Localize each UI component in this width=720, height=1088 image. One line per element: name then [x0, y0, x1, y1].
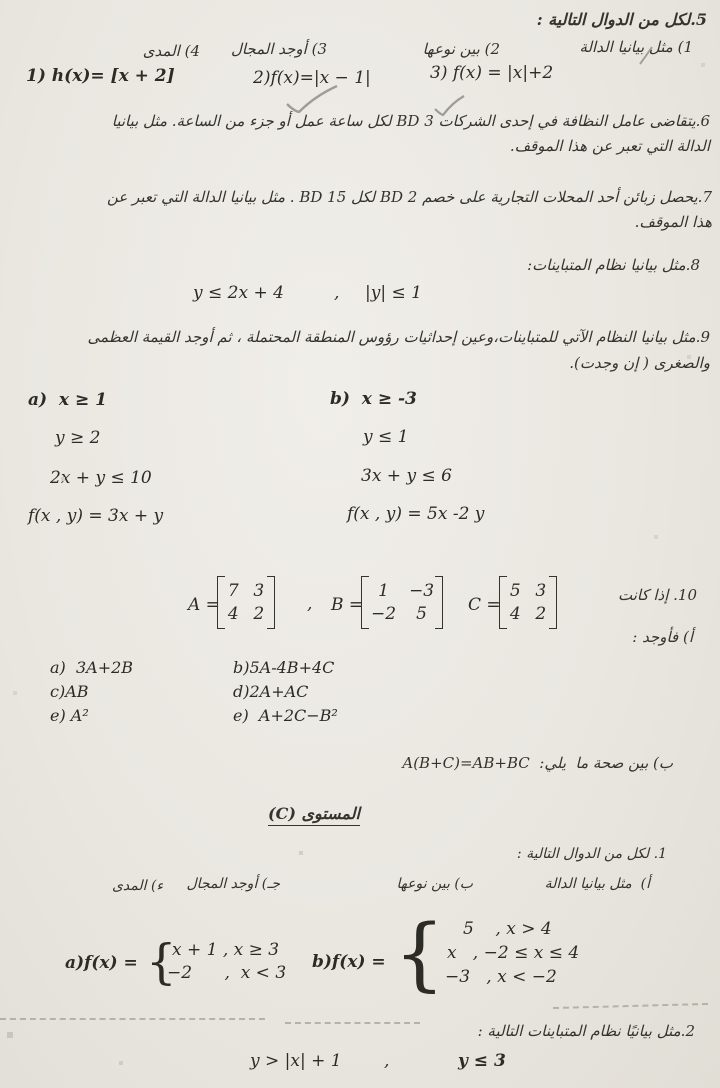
- matrix-cell: 2: [535, 604, 547, 624]
- q5-task-1: 1) مثل بيانيا الدالة: [579, 38, 693, 56]
- q8-inequality-1: y ≤ 2x + 4: [193, 283, 284, 303]
- q9-line-2: والصغرى ( إن وجدت).: [569, 354, 710, 372]
- matrix-cell: 7: [227, 581, 239, 601]
- matrix-c-label: C =: [468, 595, 501, 615]
- matrix-cell: 2: [253, 604, 265, 624]
- matrix-c: [499, 576, 557, 629]
- matrix-cell: 3: [253, 581, 265, 601]
- q10-op-e2: e) A+2C−B²: [233, 706, 338, 725]
- matrix-cell: 4: [509, 604, 521, 624]
- q5-function-3: 3) f(x) = |x|+2: [430, 63, 554, 83]
- q9-system-b-1: b) x ≥ -3: [330, 389, 417, 409]
- matrix-cell: −2: [371, 604, 397, 624]
- matrix-a-label: A =: [188, 595, 220, 615]
- lc-fb-label: b)f(x) =: [312, 952, 386, 972]
- dashed-line: [553, 1003, 708, 1009]
- paper-speckles: [0, 0, 2, 2]
- lc-fa-label: a)f(x) =: [65, 953, 138, 973]
- q10-op-a: a) 3A+2B: [50, 658, 134, 677]
- lc-q2-inequality-1: y > |x| + 1: [250, 1051, 342, 1071]
- lc-q1-task-4: ء) المدى: [111, 878, 163, 894]
- q9-line-1: 9.مثل بيانيا النظام الآتي للمتباينات،وعين إحداثيات رؤوس المنطقة المحتملة ، ثم أوجد القيمة العظمى: [87, 328, 710, 346]
- lc-q1-task-1: أ) مثل بيانيا الدالة: [544, 876, 650, 892]
- q9-system-a-1: a) x ≥ 1: [28, 390, 107, 410]
- q10-op-d: d)2A+AC: [233, 682, 309, 701]
- q10-find-label: أ) فأوجد :: [632, 628, 693, 646]
- lc-fa-brace: {: [146, 934, 177, 990]
- q9-system-b-2: y ≤ 1: [363, 427, 409, 447]
- lc-q1-task-3: جـ) أوجد المجال: [186, 876, 280, 892]
- q8-inequality-2: |y| ≤ 1: [365, 283, 422, 303]
- q7-line-1: 7.يحصل زبائن أحد المحلات التجارية على خصم BD 2 لكل BD 15 . مثل بيانيا الدالة التي تعبر عن: [106, 188, 712, 206]
- lc-fb-line-2: x , −2 ≤ x ≤ 4: [447, 943, 580, 963]
- q5-task-3: 3) أوجد المجال: [230, 40, 327, 58]
- lc-fb-line-3: −3 , x < −2: [445, 967, 557, 987]
- level-c-heading: المستوى (C): [268, 804, 360, 826]
- q5-function-1: 1) h(x)= [x + 2]: [26, 66, 175, 86]
- q10-comma: ,: [307, 594, 313, 614]
- q6-line-1: 6.يتقاضى عامل النظافة في إحدى الشركات BD 3 لكل ساعة عمل أو جزء من الساعة. مثل بيانيا: [111, 112, 710, 130]
- matrix-cell: 3: [535, 581, 547, 601]
- matrix-cell: −3: [409, 581, 435, 601]
- dashed-line: [0, 1018, 265, 1020]
- q9-system-a-3: 2x + y ≤ 10: [50, 468, 152, 488]
- lc-fa-line-2: −2 , x < 3: [167, 963, 287, 983]
- q7-line-2: هذا الموقف.: [634, 213, 712, 231]
- q5-title: 5.لكل من الدوال التالية :: [536, 10, 707, 29]
- lc-q2-inequality-2: y ≤ 3: [458, 1051, 506, 1071]
- q9-system-a-2: y ≥ 2: [55, 428, 101, 448]
- lc-fa-line-1: x + 1 , x ≥ 3: [172, 940, 280, 960]
- q10-op-e1: e) A²: [50, 706, 89, 725]
- lc-q2-comma: ,: [384, 1051, 390, 1071]
- lc-fb-brace: {: [394, 907, 445, 1000]
- matrix-a: [217, 576, 275, 629]
- q10-op-b: b)5A-4B+4C: [233, 658, 335, 677]
- q6-line-2: الدالة التي تعبر عن هذا الموقف.: [509, 137, 710, 155]
- q5-task-4: 4) المدى: [142, 42, 200, 60]
- q10-part-b: ب) بين صحة ما يلي: A(B+C)=AB+BC: [402, 754, 673, 772]
- lc-q1-task-2: ب) بين نوعها: [396, 876, 473, 892]
- q10-intro: 10. إذا كانت: [617, 586, 697, 604]
- matrix-cell: 5: [509, 581, 521, 601]
- dashed-line: [285, 1022, 420, 1024]
- lc-fb-line-1: 5 , x > 4: [463, 919, 552, 939]
- q8-title: 8.مثل بيانيا نظام المتباينات:: [527, 256, 700, 274]
- q10-op-c: c)AB: [50, 682, 89, 701]
- matrix-b: [361, 576, 443, 629]
- matrix-cell: 5: [416, 604, 427, 624]
- q5-task-2: 2) بين نوعها: [422, 40, 500, 58]
- q9-system-b-objective: f(x , y) = 5x -2 y: [347, 504, 485, 524]
- lc-q1-title: 1. لكل من الدوال التالية :: [516, 846, 667, 862]
- lc-q2-title: 2.مثل بيانيًا نظام المتباينات التالية :: [477, 1022, 695, 1040]
- q5-function-2: 2)f(x)=|x − 1|: [253, 68, 371, 88]
- q9-system-b-3: 3x + y ≤ 6: [361, 466, 452, 486]
- q9-system-a-objective: f(x , y) = 3x + y: [28, 506, 164, 526]
- matrix-cell: 1: [378, 581, 389, 601]
- matrix-cell: 4: [227, 604, 239, 624]
- matrix-b-label: B =: [331, 595, 364, 615]
- pen-slash-icon: [636, 44, 656, 68]
- q8-comma: ,: [334, 283, 340, 303]
